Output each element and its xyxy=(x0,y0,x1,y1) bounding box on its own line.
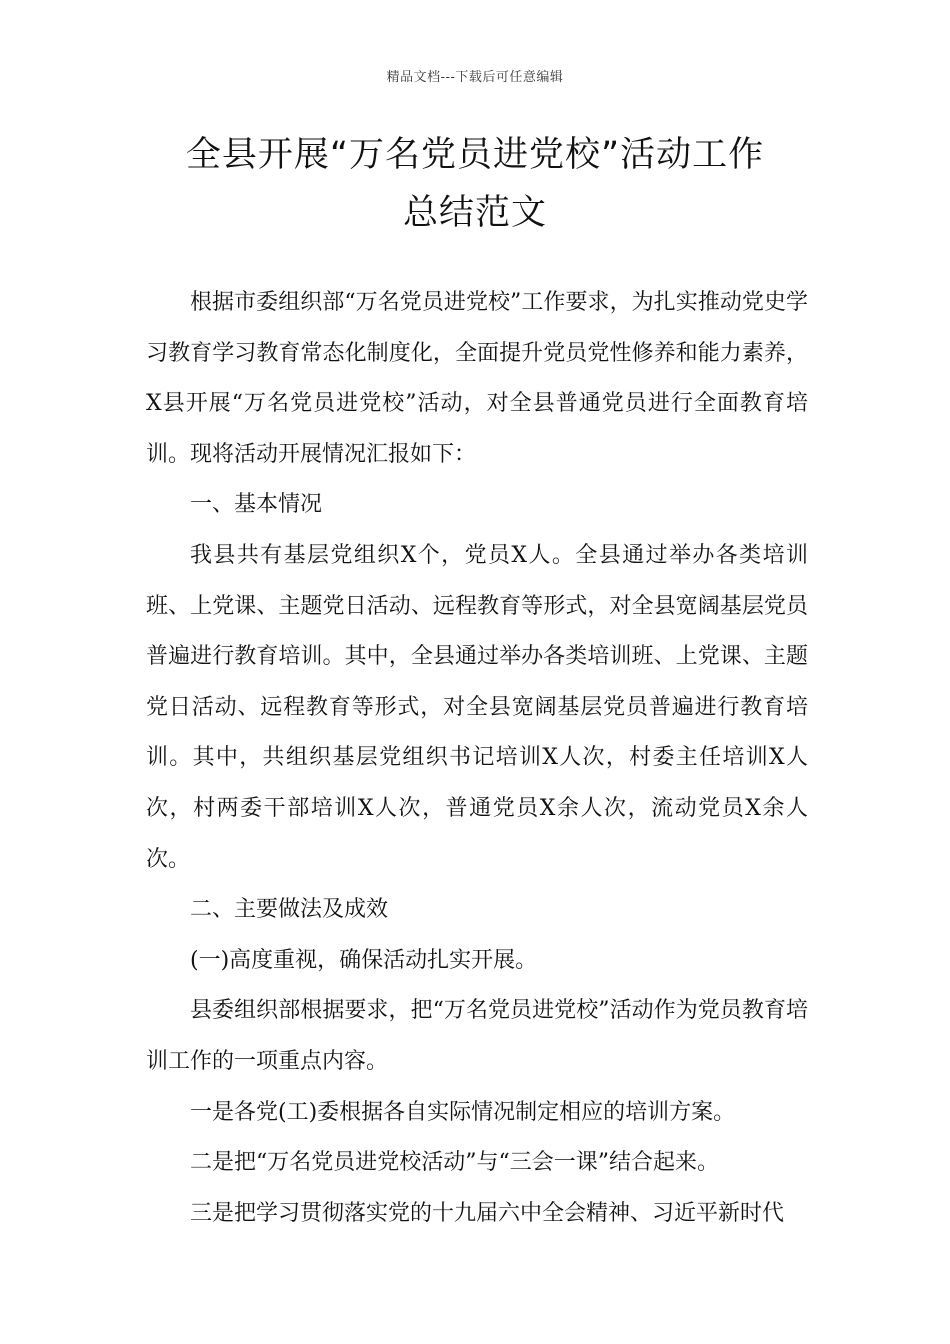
paragraph-point-one: 一是各党(工)委根据各自实际情况制定相应的培训方案。 xyxy=(190,1099,736,1125)
paragraph-point-three: 三是把学习贯彻落实党的十九届六中全会精神、习近平新时代 xyxy=(190,1200,785,1226)
title-line-2: 总结范文 xyxy=(402,193,547,233)
document-body xyxy=(146,278,808,1239)
document-title xyxy=(120,126,830,242)
section-heading-basic-situation: 一、基本情况 xyxy=(190,492,323,518)
section-heading-main-practices: 二、主要做法及成效 xyxy=(190,897,389,923)
header-note: 精品文档---下载后可任意编辑 xyxy=(386,70,564,85)
paragraph-basic-situation: 我县共有基层党组织X个，党员X人。全县通过举办各类培训班、上党课、主题党日活动、远程教育等形式，对全县宽阔基层党员普遍进行教育培训。其中，全县通过举办各类培训班、上党课、主题党日活动、远程教育等形式，对全县宽阔基层党员普遍进行教育培训。其中，共组织基层党组织书记培训X人次，村委主任培训X人次，村两委干部培训X人次，普通党员X余人次，流动党员X余人次。 xyxy=(146,542,808,872)
subsection-heading-high-attention: (一)高度重视，确保活动扎实开展。 xyxy=(190,947,538,973)
paragraph-intro: 根据市委组织部“万名党员进党校”工作要求，为扎实推动党史学习教育学习教育常态化制度化，全面提升党员党性修养和能力素养，X县开展“万名党员进党校”活动，对全县普通党员进行全面教育培训。现将活动开展情况汇报如下： xyxy=(146,290,808,467)
title-line-1: 全县开展“万名党员进党校”活动工作 xyxy=(185,135,765,175)
paragraph-point-two: 二是把“万名党员进党校活动”与“三会一课”结合起来。 xyxy=(190,1150,719,1176)
paragraph-organization-dept: 县委组织部根据要求，把“万名党员进党校”活动作为党员教育培训工作的一项重点内容。 xyxy=(146,998,808,1074)
